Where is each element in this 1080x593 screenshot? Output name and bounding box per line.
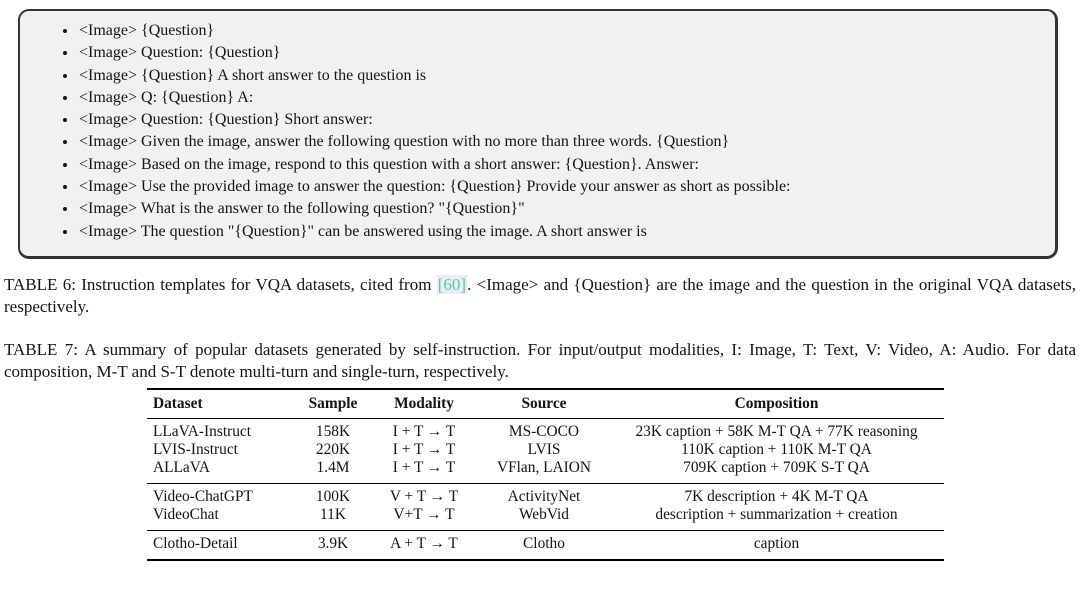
col-header-composition: Composition: [609, 389, 944, 419]
cell-composition: description + summarization + creation: [655, 506, 898, 523]
table6-caption-suffix: . <Image> and {Question} are the image and the question in the original VQA datasets, respectively.: [4, 275, 1076, 316]
cell-source: Clotho: [523, 535, 565, 552]
table-row: [147, 441, 944, 459]
cell-dataset: Clotho-Detail: [153, 535, 238, 552]
cell-dataset: ALLaVA: [153, 459, 210, 476]
instruction-template-box: [18, 9, 1058, 259]
table-row: [147, 506, 944, 531]
cell-source: LVIS: [527, 441, 561, 458]
table-row: [147, 531, 944, 561]
cell-dataset: Video-ChatGPT: [153, 488, 253, 505]
cell-composition: caption: [753, 535, 800, 552]
template-item: • <Image> Q: {Question} A:: [78, 87, 1047, 109]
template-item: • <Image> What is the answer to the following question? "{Question}": [78, 198, 1047, 220]
table-row: [147, 484, 944, 507]
cell-composition: 110K caption + 110K M-T QA: [681, 441, 872, 458]
template-item: • <Image> {Question} A short answer to the question is: [78, 65, 1047, 87]
cell-modality: V+T → T: [393, 506, 455, 523]
cell-dataset: LLaVA-Instruct: [153, 423, 252, 440]
cell-dataset: LVIS-Instruct: [153, 441, 238, 458]
cell-modality: I + T → T: [392, 459, 456, 476]
template-item: • <Image> Given the image, answer the following question with no more than three words. {Question}: [78, 131, 1047, 153]
template-item: • <Image> Use the provided image to answer the question: {Question} Provide your answer as short as possible:: [78, 176, 1047, 198]
table-row: [147, 419, 944, 442]
table-group-video: [147, 484, 944, 531]
cell-source: VFlan, LAION: [496, 459, 592, 476]
cell-composition: 7K description + 4K M-T QA: [684, 488, 869, 505]
cell-sample: 100K: [315, 488, 351, 505]
col-header-source: Source: [479, 389, 609, 419]
cell-modality: I + T → T: [392, 423, 456, 440]
cell-modality: I + T → T: [392, 441, 456, 458]
template-list: [20, 20, 1047, 243]
cell-source: MS-COCO: [508, 423, 580, 440]
cell-sample: 3.9K: [317, 535, 349, 552]
cell-modality: A + T → T: [390, 535, 458, 552]
cell-composition: 23K caption + 58K M-T QA + 77K reasoning: [635, 423, 918, 440]
col-header-dataset: Dataset: [147, 389, 297, 419]
template-item: • <Image> {Question}: [78, 20, 1047, 42]
cell-sample: 158K: [315, 423, 351, 440]
template-item: • <Image> Question: {Question} Short answer:: [78, 109, 1047, 131]
cell-source: WebVid: [519, 506, 569, 523]
table6-caption: [4, 274, 1076, 317]
cell-source: ActivityNet: [507, 488, 581, 505]
cell-sample: 1.4M: [316, 459, 350, 476]
cell-dataset: VideoChat: [153, 506, 219, 523]
datasets-summary-table: [147, 388, 944, 561]
col-header-modality: Modality: [369, 389, 479, 419]
template-item: • <Image> The question "{Question}" can be answered using the image. A short answer is: [78, 221, 1047, 243]
citation-60-link[interactable]: [60]: [437, 275, 467, 294]
col-header-sample: Sample: [297, 389, 369, 419]
cell-modality: V + T → T: [389, 488, 459, 505]
cell-sample: 11K: [320, 506, 346, 523]
table-header-row: [147, 389, 944, 419]
cell-composition: 709K caption + 709K S-T QA: [683, 459, 870, 476]
table-group-audio: [147, 531, 944, 561]
cell-sample: 220K: [315, 441, 351, 458]
table6-caption-prefix: TABLE 6: Instruction templates for VQA datasets, cited from: [4, 275, 437, 294]
table-group-image: [147, 419, 944, 484]
table-row: [147, 459, 944, 484]
table7-caption: TABLE 7: A summary of popular datasets generated by self-instruction. For input/output modalities, I: Image, T: Text, V: Video, A: Audio. For data composition, M-T and S-T denote multi-turn and single-turn, respectively.: [4, 340, 1076, 381]
template-item: • <Image> Question: {Question}: [78, 42, 1047, 64]
template-item: • <Image> Based on the image, respond to this question with a short answer: {Question}. Answer:: [78, 154, 1047, 176]
